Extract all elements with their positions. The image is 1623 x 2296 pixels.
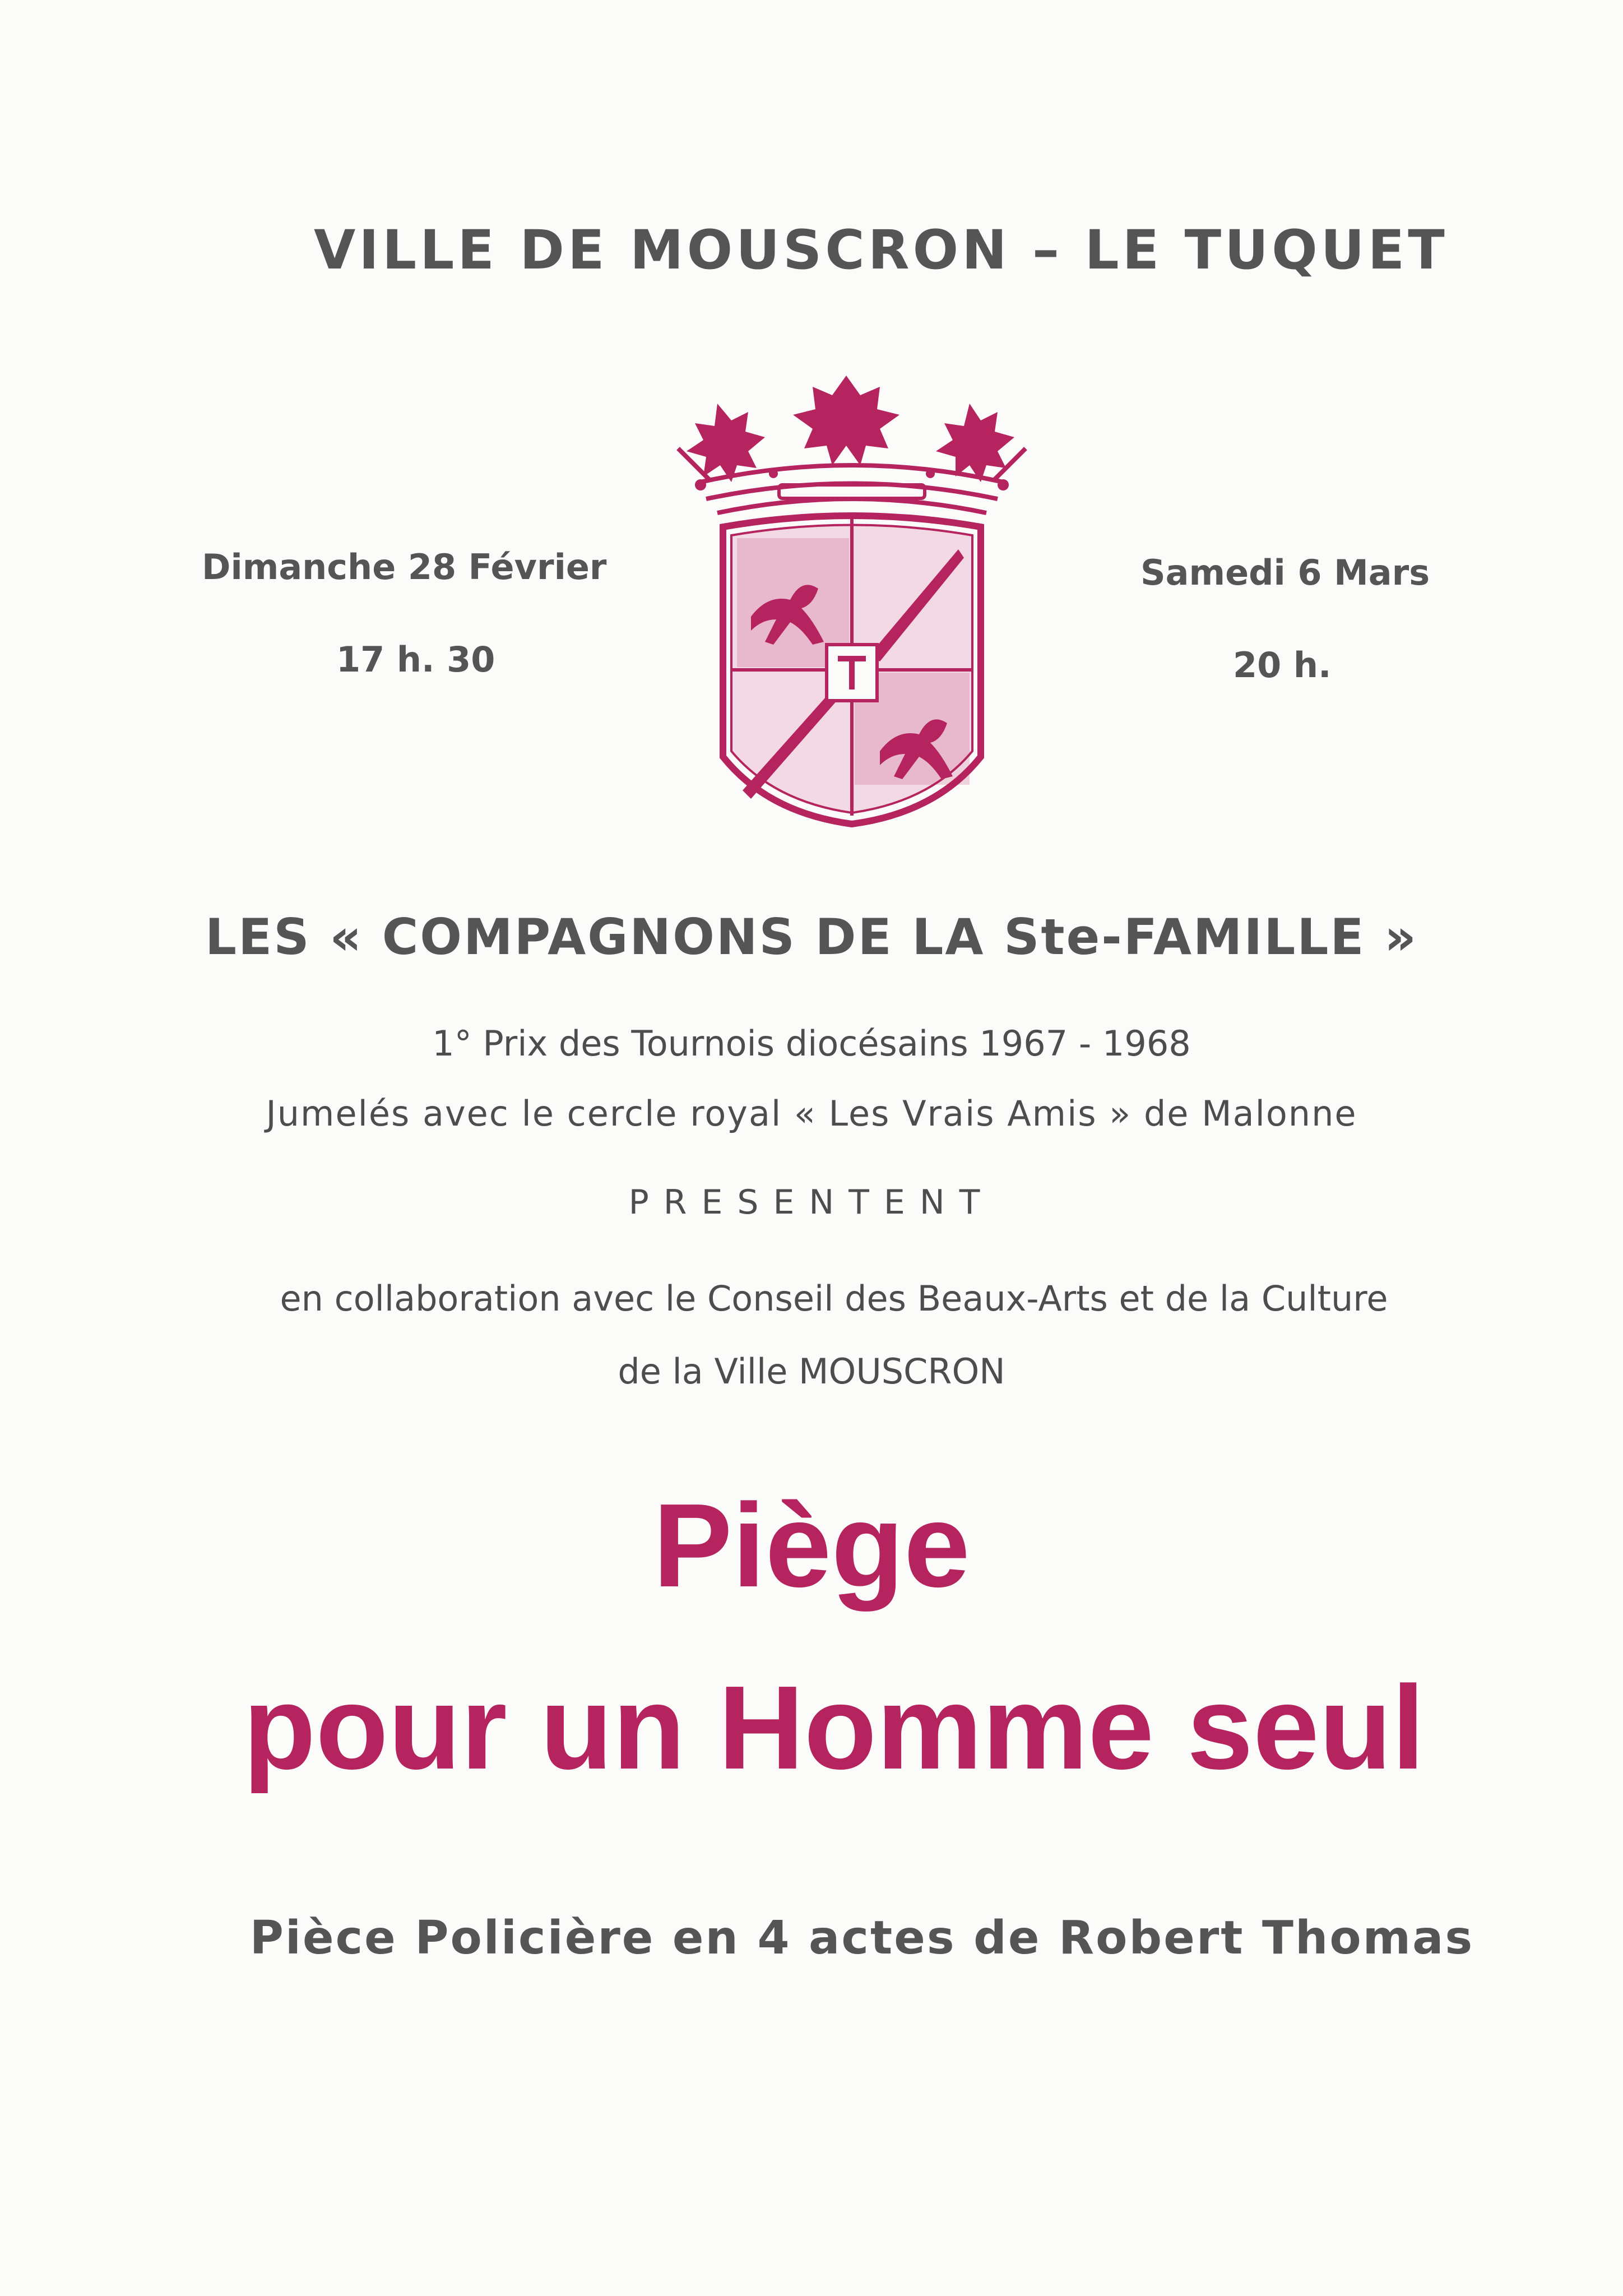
coat-of-arms-icon	[667, 364, 1037, 852]
first-performance-date: Dimanche 28 Février	[202, 547, 607, 587]
play-title-line-2: pour un Homme seul	[243, 1661, 1425, 1794]
header-title: VILLE DE MOUSCRON – LE TUQUET	[314, 219, 1448, 281]
present-line: PRESENTENT	[628, 1183, 995, 1222]
twinning-line: Jumelés avec le cercle royal « Les Vrais Amis » de Malonne	[266, 1093, 1357, 1134]
play-title-line-1: Piège	[653, 1479, 970, 1612]
prize-line: 1° Prix des Tournois diocésains 1967 - 1968	[432, 1023, 1191, 1064]
second-performance-date: Samedi 6 Mars	[1140, 552, 1430, 593]
play-subtitle: Pièce Policière en 4 actes de Robert Thomas	[249, 1911, 1474, 1965]
collaboration-line-1: en collaboration avec le Conseil des Beaux-Arts et de la Culture	[280, 1278, 1388, 1319]
second-performance-time: 20 h.	[1233, 645, 1332, 686]
company-name: LES « COMPAGNONS DE LA Ste-FAMILLE »	[205, 908, 1418, 966]
first-performance-time: 17 h. 30	[336, 639, 495, 680]
collaboration-line-2: de la Ville MOUSCRON	[618, 1351, 1005, 1392]
